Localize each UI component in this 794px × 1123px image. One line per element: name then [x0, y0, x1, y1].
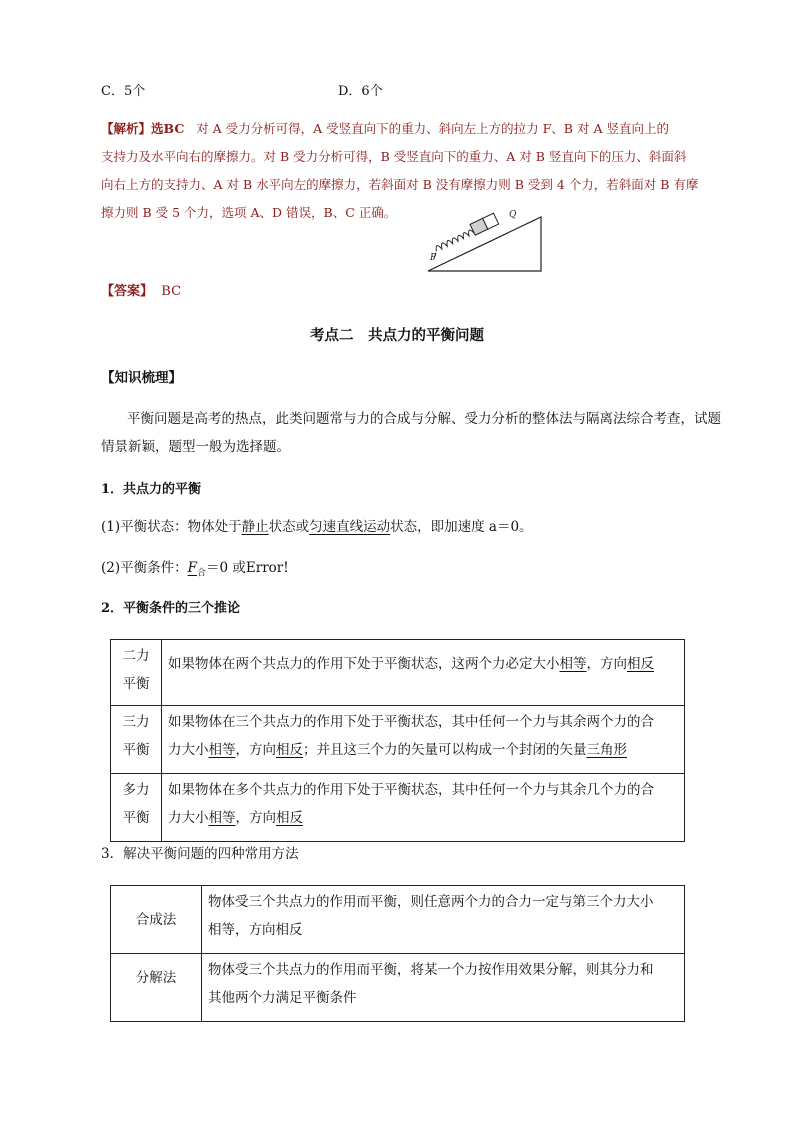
section-title: 考点二 共点力的平衡问题 [310, 327, 484, 344]
cond-force: F [187, 560, 197, 576]
knowledge-tag: 【知识梳理】 [101, 370, 182, 386]
heading-corollaries: 2．平衡条件的三个推论 [101, 601, 241, 616]
row-label: 分解法 [111, 954, 202, 1022]
analysis-text-1: 对 A 受力分析可得，A 受竖直向下的重力、斜向左上方的拉力 F、B 对 A 竖直向上的 [196, 121, 669, 136]
spring-coil [434, 229, 474, 252]
analysis-line-1 [101, 115, 721, 143]
answer-tag: 【答案】 [101, 284, 154, 299]
table-row [111, 774, 685, 842]
analysis-block [101, 115, 721, 227]
cond-sub: 合 [197, 568, 207, 579]
methods-table [110, 885, 685, 1022]
row-label: 三力 平衡 [111, 706, 162, 774]
table-row [111, 706, 685, 774]
row-label: 多力 平衡 [111, 774, 162, 842]
heading-methods: 3．解决平衡问题的四种常用方法 [101, 846, 299, 862]
option-d: D．6个 [338, 84, 383, 99]
state-uniform-motion: 匀速直线运动 [309, 519, 391, 535]
heading-equilibrium: 1．共点力的平衡 [101, 482, 202, 497]
analysis-choice: 选BC [151, 121, 185, 136]
row-content: 如果物体在两个共点力的作用下处于平衡状态，这两个力必定大小相等，方向相反 [162, 640, 685, 706]
incline-spring-figure [420, 205, 545, 275]
state-static: 静止 [241, 519, 269, 535]
label-p: P [430, 253, 437, 263]
label-q: Q [509, 210, 517, 220]
table-row [111, 886, 685, 954]
intro-line-2: 情景新颖，题型一般为选择题。 [101, 439, 290, 455]
cond-post: ＝0 或Error! [206, 560, 289, 576]
row-content: 如果物体在多个共点力的作用下处于平衡状态，其中任何一个力与其余几个力的合 力大小相等，方向相反 [162, 774, 685, 842]
state-post: 状态，即加速度 a＝0。 [390, 519, 533, 535]
answer-line [101, 278, 181, 306]
analysis-line-3: 向右上方的支持力、A 对 B 水平向左的摩擦力，若斜面对 B 没有摩擦力则 B 受到 4 个力，若斜面对 B 有摩 [101, 177, 699, 192]
analysis-line-2: 支持力及水平向右的摩擦力。对 B 受力分析可得，B 受竖直向下的重力、A 对 B 竖直向下的压力、斜面斜 [101, 149, 687, 164]
equilibrium-condition [101, 554, 289, 588]
option-c: C．5个 [101, 84, 146, 99]
table-row [111, 954, 685, 1022]
row-content: 如果物体在三个共点力的作用下处于平衡状态，其中任何一个力与其余两个力的合 力大小相等，方向相反；并且这三个力的矢量可以构成一个封闭的矢量三角形 [162, 706, 685, 774]
cond-pre: (2)平衡条件： [101, 560, 188, 576]
analysis-tag: 【解析】 [101, 121, 152, 136]
intro-paragraph [101, 405, 721, 461]
table-row [111, 640, 685, 706]
state-pre: (1)平衡状态：物体处于 [101, 519, 242, 535]
analysis-line-4: 擦力则 B 受 5 个力，选项 A、D 错误，B、C 正确。 [101, 205, 397, 220]
row-content: 物体受三个共点力的作用而平衡，则任意两个力的合力一定与第三个力大小 相等，方向相反 [202, 886, 685, 954]
intro-line-1: 平衡问题是高考的热点，此类问题常与力的合成与分解、受力分析的整体法与隔离法综合考查，试题 [127, 411, 721, 427]
row-label: 二力 平衡 [111, 640, 162, 706]
corollaries-table [110, 639, 685, 842]
row-content: 物体受三个共点力的作用而平衡，将某一个力按作用效果分解，则其分力和 其他两个力满足平衡条件 [202, 954, 685, 1022]
row-label: 合成法 [111, 886, 202, 954]
state-mid: 状态或 [268, 519, 310, 535]
answer-value: BC [161, 284, 182, 299]
equilibrium-state [101, 513, 533, 541]
